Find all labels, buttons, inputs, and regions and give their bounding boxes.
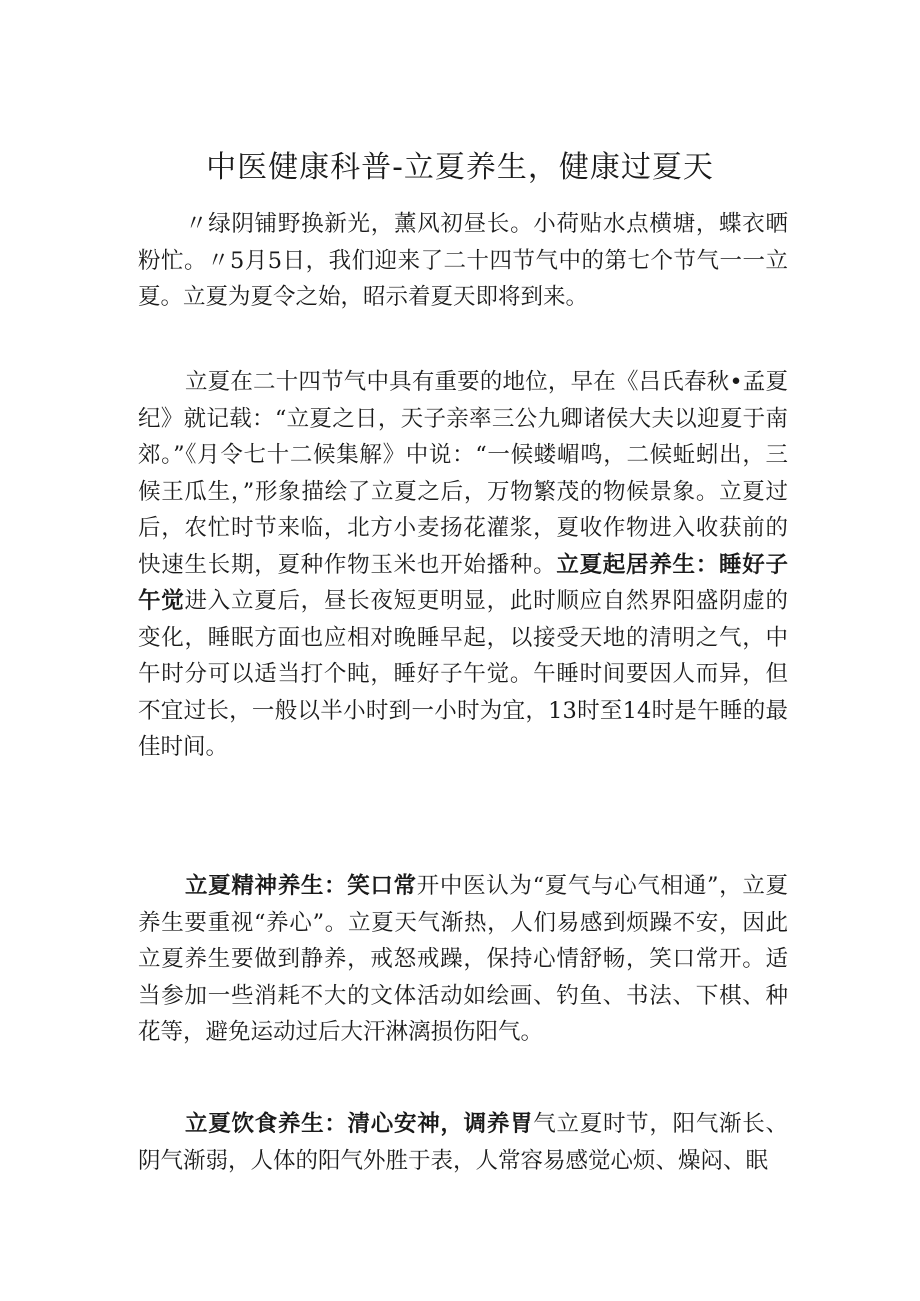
- diet-text: 气立夏时节，阳气渐长、阴气渐弱，人体的阳气外胜于表，人常容易感觉心烦、燥闷、眠: [138, 1111, 788, 1174]
- diet-heading: 立夏饮食养生：清心安神，调养胃: [185, 1111, 534, 1137]
- article-title: 中医健康科普-立夏养生，健康过夏天: [206, 150, 714, 185]
- spirit-text: 开中医认为“夏气与心气相通”，立夏养生要重视“养心”。立夏天气渐热，人们易感到烦躁不安，因此立夏养生要做到静养，戒怒戒躁，保持心情舒畅，笑口常开。适当参加一些消耗不大的文体活动如绘画、钓鱼、书法、下棋、种花等，避免运动过后大汗淋漓损伤阳气。: [138, 873, 788, 1045]
- sleep-heading: 立夏起居养生：睡好子午觉: [138, 551, 788, 614]
- history-text: 立夏在二十四节气中具有重要的地位，早在《吕氏春秋•孟夏纪》就记载：“立夏之日，天子亲率三公九卿诸侯大夫以迎夏于南郊。”《月令七十二候集解》中说：“一候蝼嵋鸣，二候蚯蚓出，三候王瓜生，”形象描绘了立夏之后，万物繁茂的物候景象。立夏过后，农忙时节来临，北方小麦扬花灌浆，夏收作物进入收获前的快速生长期，夏种作物玉米也开始播种。: [138, 369, 788, 578]
- spirit-paragraph: [138, 868, 788, 1051]
- sleep-text: 进入立夏后，昼长夜短更明显，此时顺应自然界阳盛阴虚的变化，睡眠方面也应相对晚睡早起，以接受天地的清明之气，中午时分可以适当打个盹，睡好子午觉。午睡时间要因人而异，但不宜过长，一般以半小时到一小时为宜，13时至14时是午睡的最佳时间。: [138, 588, 788, 760]
- intro-paragraph: 〃绿阴铺野换新光，薰风初昼长。小荷贴水点横塘，蝶衣晒粉忙。〃5月5日，我们迎来了二十四节气中的第七个节气一一立夏。立夏为夏令之始，昭示着夏天即将到来。: [138, 211, 788, 310]
- diet-paragraph: [138, 1106, 788, 1179]
- history-paragraph: [138, 364, 788, 766]
- spirit-heading: 立夏精神养生：笑口常: [185, 873, 417, 899]
